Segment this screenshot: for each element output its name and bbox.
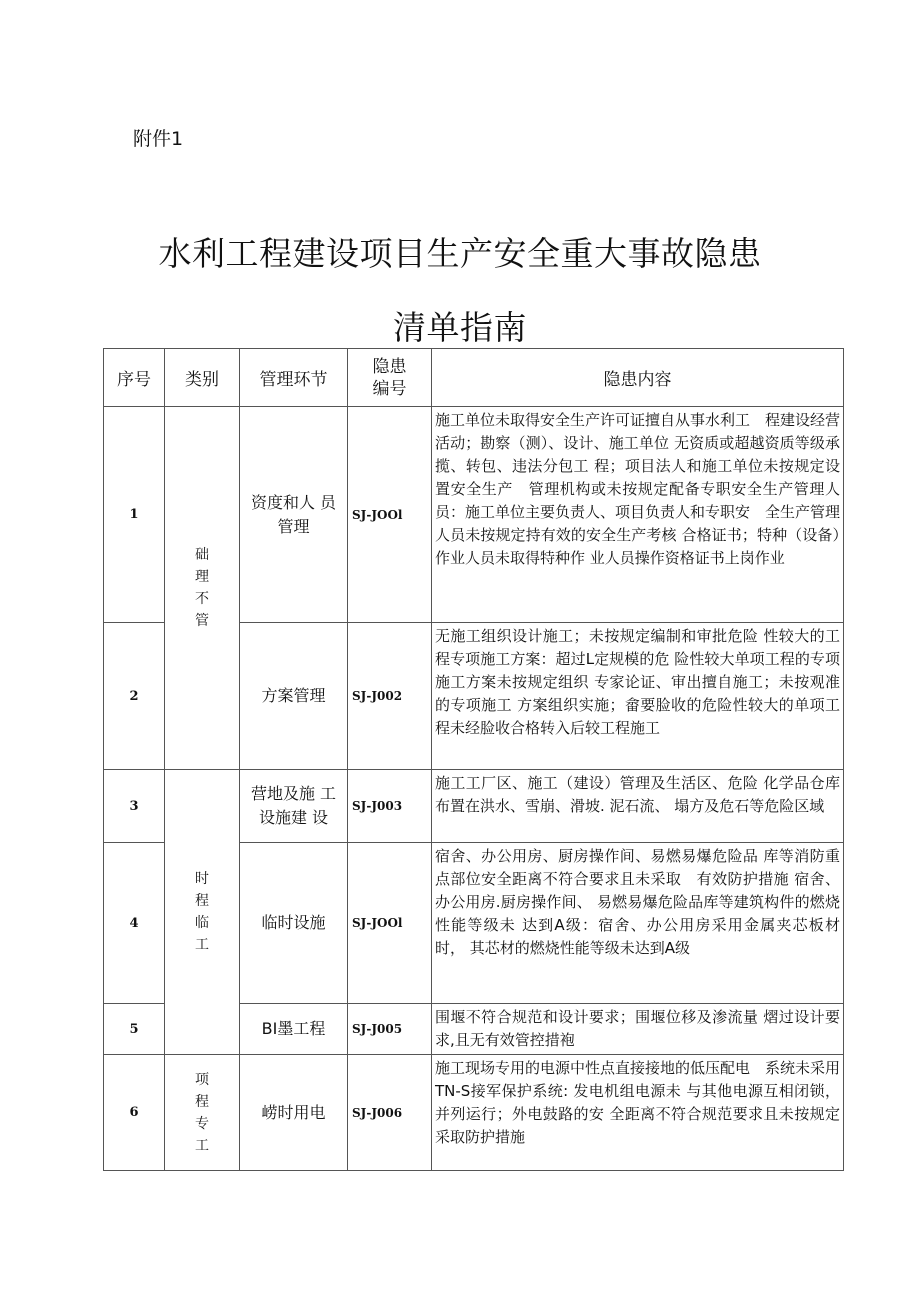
row-content: 围堰不符合规范和设计要求；围堰位移及渗流量 熠过设计要求,且无有效管控措袍 bbox=[432, 1004, 844, 1055]
row-content: 施工单位未取得安全生产许可证擅自从事水利工 程建设经营活动；勘察（测）、设计、施工单位 无资质或超越资质等级承揽、转包、违法分包工 程；项目法人和施工单位未按规定设置安全生产 管理机构或未按规定配备专职安全生产管理人 员：施工单位主要负责人、项目负责人和专职安 全生产管理人员未按规定持有效的安全生产考核 合格证书；特种（设备）作业人员未取得特种作 业人员操作资格证书上岗作业 bbox=[432, 407, 844, 623]
row-code: SJ-JOOl bbox=[348, 407, 432, 623]
row-mgmt: 资度和人 员管理 bbox=[240, 407, 348, 623]
row-mgmt: 营地及施 工设施建 设 bbox=[240, 770, 348, 843]
row-seq: 2 bbox=[104, 623, 165, 770]
document-title-line1: 水利工程建设项目生产安全重大事故隐患 bbox=[158, 234, 762, 273]
row-code: SJ-J005 bbox=[348, 1004, 432, 1055]
header-mgmt: 管理环节 bbox=[240, 349, 348, 407]
row-code: SJ-JOOl bbox=[348, 843, 432, 1004]
row-seq: 5 bbox=[104, 1004, 165, 1055]
row-code: SJ-J006 bbox=[348, 1055, 432, 1171]
category-cell: 项 程 专 工 bbox=[165, 1055, 240, 1171]
row-content: 施工现场专用的电源中性点直接接地的低压配电 系统未采用TN-S接军保护系统: 发电机组电源未 与其他电源互相闭锁，并列运行；外电鼓路的安 全距离不符合规范要求且未按规定采取防护措施 bbox=[432, 1055, 844, 1171]
row-content: 宿舍、办公用房、厨房操作间、易燃易爆危险品 库等消防重点部位安全距离不符合要求且未采取 有效防护措施 宿舍、办公用房.厨房操作间、 易燃易爆危险品库等建筑构件的燃烧性能等级未 达到A级：宿舍、办公用房采用金属夹芯板材时， 其芯材的燃烧性能等级未达到A级 bbox=[432, 843, 844, 1004]
table-header-row bbox=[104, 349, 844, 407]
row-content: 施工工厂区、施工（建设）管理及生活区、危险 化学品仓库布置在洪水、雪崩、滑坡. 泥石流、 塌方及危石等危险区域 bbox=[432, 770, 844, 843]
row-seq: 3 bbox=[104, 770, 165, 843]
row-mgmt: BI墨工程 bbox=[240, 1004, 348, 1055]
row-seq: 6 bbox=[104, 1055, 165, 1171]
row-mgmt: 崂时用电 bbox=[240, 1055, 348, 1171]
table-row bbox=[104, 1055, 844, 1171]
document-title-line2: 清单指南 bbox=[393, 308, 527, 347]
header-category: 类别 bbox=[165, 349, 240, 407]
attachment-label: 附件1 bbox=[133, 128, 184, 150]
row-code: SJ-J003 bbox=[348, 770, 432, 843]
table-row bbox=[104, 407, 844, 623]
row-mgmt: 临时设施 bbox=[240, 843, 348, 1004]
row-seq: 4 bbox=[104, 843, 165, 1004]
header-seq: 序号 bbox=[104, 349, 165, 407]
category-cell: 础 理 不 管 bbox=[165, 407, 240, 770]
row-mgmt: 方案管理 bbox=[240, 623, 348, 770]
row-code: SJ-J002 bbox=[348, 623, 432, 770]
row-content: 无施工组织设计施工；未按规定编制和审批危险 性较大的工程专项施工方案：超过L定规模的危 险性较大单项工程的专项施工方案未按规定组织 专家论证、审出擅自施工；未按观准的专项施工 方案组织实施；畲要脸收的危险性较大的单项工 程未经脸收合格转入后较工程施工 bbox=[432, 623, 844, 770]
row-seq: 1 bbox=[104, 407, 165, 623]
category-cell: 时 程 临 工 bbox=[165, 770, 240, 1055]
hazard-table bbox=[103, 348, 856, 1171]
header-content: 隐患内容 bbox=[432, 349, 844, 407]
table-row bbox=[104, 770, 844, 843]
header-code: 隐患编号 bbox=[348, 349, 432, 407]
